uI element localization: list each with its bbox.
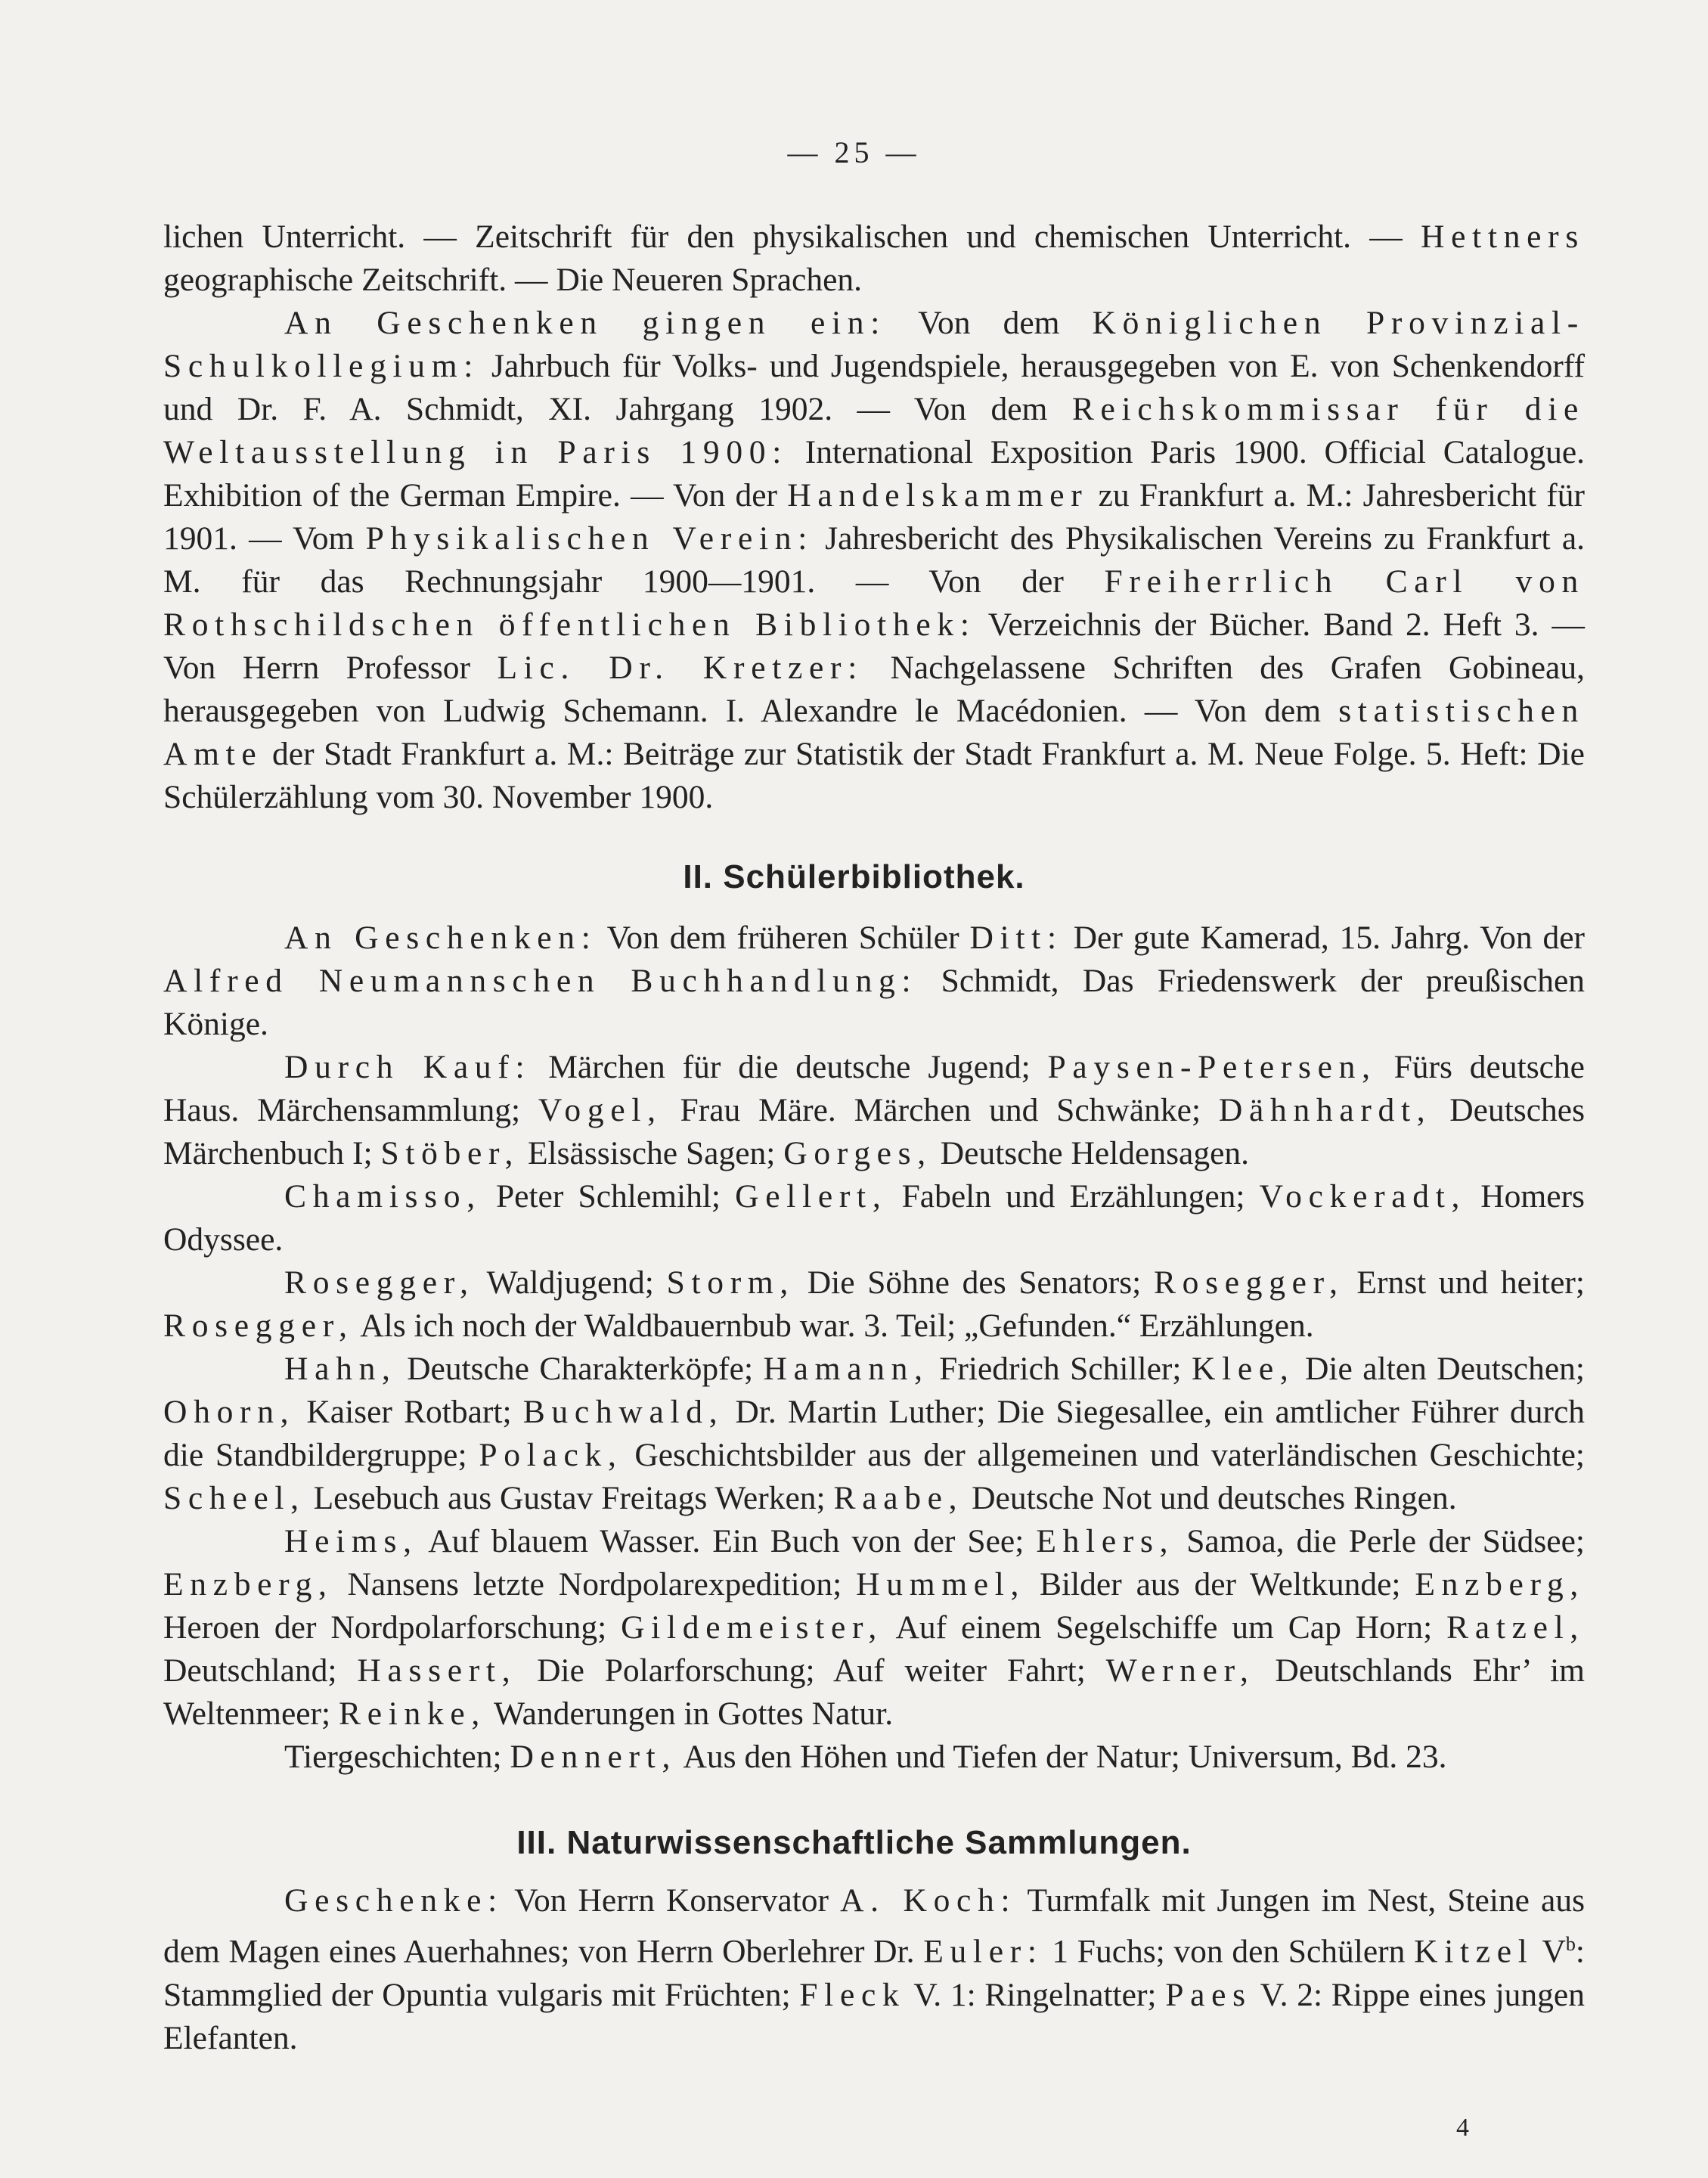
text-run: Turmfalk mit Jungen im Nest, Steine aus dem Magen eines Auerhahnes; von Herrn Oberlehrer Dr. bbox=[163, 1882, 1585, 1970]
text-run: Deutsche Charakterköpfe; bbox=[396, 1351, 764, 1387]
spaced-name: Raabe, bbox=[833, 1480, 964, 1516]
text-run: Die alten Deutschen; bbox=[1294, 1351, 1585, 1387]
spaced-name: Ohorn, bbox=[163, 1394, 296, 1430]
spaced-name: Gorges, bbox=[783, 1135, 932, 1171]
text-run: Dr. Martin Luther; Die Siegesallee, ein amtlicher Führer durch die Standbildergruppe; bbox=[163, 1394, 1586, 1473]
spaced-name: Handelskammer bbox=[787, 477, 1089, 513]
text-run: Waldjugend; bbox=[474, 1264, 667, 1301]
spaced-name: Rosegger, bbox=[163, 1308, 354, 1344]
text-run: Deutsches Märchenbuch I; bbox=[163, 1092, 1586, 1171]
text-run: der Stadt Frankfurt a. M.: Beiträge zur Statistik der Stadt Frankfurt a. M. Neue Folge. 5. Heft: Die Schülerzählung vom 30. November 1900. bbox=[163, 736, 1585, 815]
section-2-text bbox=[163, 917, 1585, 1779]
text-run: Die Söhne des Senators; bbox=[795, 1264, 1154, 1301]
spaced-name: Fleck bbox=[799, 1976, 906, 2013]
text-run: zu Frankfurt a. M.: Jahresbericht für 1901. — Vom bbox=[163, 477, 1586, 557]
text-run: Von dem früheren Schüler bbox=[597, 920, 970, 956]
spaced-name: Hassert, bbox=[357, 1652, 517, 1689]
text-run: Auf einem Segelschiffe um Cap Horn; bbox=[882, 1609, 1447, 1646]
paragraph-donations bbox=[163, 302, 1585, 819]
spaced-name: Paes bbox=[1165, 1976, 1252, 2013]
spaced-name: Hummel, bbox=[856, 1566, 1026, 1602]
text-run: Lesebuch aus Gustav Freitags Werken; bbox=[305, 1480, 834, 1516]
spaced-name: Gellert, bbox=[735, 1178, 888, 1215]
spaced-name: Ratzel, bbox=[1446, 1609, 1585, 1646]
spaced-name: Königlichen Provinzial-Schulkollegium: bbox=[163, 305, 1585, 384]
spaced-name: Vockeradt, bbox=[1259, 1178, 1467, 1215]
text-run: V. 2: Rippe eines jungen Elefanten. bbox=[163, 1976, 1585, 2056]
text-run: Peter Schlemihl; bbox=[481, 1178, 736, 1215]
text-run: Verzeichnis der Bücher. Band 2. Heft 3. — Von Herrn Professor bbox=[163, 607, 1585, 686]
text-run: Von Herrn Konservator bbox=[503, 1882, 841, 1919]
spaced-name: Heims, bbox=[284, 1523, 418, 1559]
spaced-name: An Geschenken gingen ein: bbox=[284, 305, 886, 341]
spaced-name: Hahn, bbox=[284, 1351, 397, 1387]
text-run: lichen Unterricht. — Zeitschrift für den physikalischen und chemischen Unterricht. — bbox=[163, 219, 1421, 255]
spaced-name: Klee, bbox=[1192, 1351, 1295, 1387]
spaced-name: Vogel, bbox=[538, 1092, 662, 1128]
text-run: Jahresbericht des Physikalischen Vereins zu Frankfurt a. M. für das Rechnungsjahr 1900—1901. — Von der bbox=[163, 520, 1585, 600]
paragraph-chamisso bbox=[163, 1175, 1585, 1261]
spaced-name: Durch Kauf: bbox=[284, 1049, 532, 1085]
spaced-name: Chamisso, bbox=[284, 1178, 482, 1215]
text-run: Fabeln und Erzählungen; bbox=[887, 1178, 1260, 1215]
text-run: Fürs deutsche Haus. Märchensammlung; bbox=[163, 1049, 1585, 1128]
spaced-name: statistischen Amte bbox=[163, 693, 1585, 772]
text-run: Auf blauem Wasser. Ein Buch von der See; bbox=[417, 1523, 1037, 1559]
spaced-name: Werner, bbox=[1105, 1652, 1255, 1689]
spaced-name: Ehlers, bbox=[1036, 1523, 1175, 1559]
text-run: Wanderungen in Gottes Natur. bbox=[486, 1696, 894, 1732]
spaced-name: A. Koch: bbox=[840, 1882, 1017, 1919]
paragraph-heims bbox=[163, 1520, 1585, 1736]
text-run: Jahrbuch für Volks- und Jugendspiele, herausgegeben von E. von Schenkendorff und Dr. F. A. Schmidt, XI. Jahrgang 1902. — Von dem bbox=[163, 348, 1585, 427]
spaced-name: Enzberg, bbox=[163, 1566, 333, 1602]
spaced-name: Enzberg, bbox=[1415, 1566, 1585, 1602]
text-run: V. 1: Ringelnatter; bbox=[905, 1976, 1166, 2013]
text-run: geographische Zeitschrift. — Die Neueren Sprachen. bbox=[163, 262, 863, 298]
spaced-name: Dähnhardt, bbox=[1218, 1092, 1432, 1128]
text-run: Aus den Höhen und Tiefen der Natur; Universum, Bd. 23. bbox=[677, 1739, 1447, 1775]
spaced-name: Freiherrlich Carl von Rothschildschen öffentlichen Bibliothek: bbox=[163, 563, 1585, 643]
paragraph-hahn bbox=[163, 1348, 1585, 1520]
text-run: Deutschlands Ehr’ im Weltenmeer; bbox=[163, 1652, 1586, 1732]
text-run: Heroen der Nordpolarforschung; bbox=[163, 1609, 622, 1646]
spaced-name: An Geschenken: bbox=[284, 920, 597, 956]
heading-naturwissenschaftliche-sammlungen: III. Naturwissenschaftliche Sammlungen. bbox=[516, 1824, 1192, 1861]
text-run: Geschichtsbilder aus der allgemeinen und vaterländischen Geschichte; bbox=[622, 1437, 1585, 1473]
paragraph-rosegger bbox=[163, 1261, 1585, 1348]
text-run: Märchen für die deutsche Jugend; bbox=[531, 1049, 1048, 1085]
paragraph-purchases bbox=[163, 1046, 1585, 1175]
spaced-name: Rosegger, bbox=[284, 1264, 475, 1301]
signature-mark: 4 bbox=[1456, 2114, 1469, 2142]
paragraph-tiergeschichten bbox=[163, 1736, 1585, 1779]
text-run: Von dem bbox=[885, 305, 1093, 341]
text-run: Als ich noch der Waldbauernbub war. 3. Teil; „Gefunden.“ Erzählungen. bbox=[353, 1308, 1314, 1344]
spaced-name: Dennert, bbox=[510, 1739, 677, 1775]
spaced-name: Physikalischen Verein: bbox=[365, 520, 814, 557]
text-run: Nachgelassene Schriften des Grafen Gobineau, herausgegeben von Ludwig Schemann. I. Alexandre le Macédonien. — Von dem bbox=[163, 650, 1585, 729]
spaced-name: Hamann, bbox=[763, 1351, 929, 1387]
paragraph-gifts bbox=[163, 917, 1585, 1046]
page-number: — 25 — bbox=[787, 135, 921, 169]
text-run: Deutschland; bbox=[163, 1652, 358, 1689]
text-run: V bbox=[1533, 1933, 1566, 1970]
spaced-name: Gildemeister, bbox=[621, 1609, 883, 1646]
spaced-name: Polack, bbox=[479, 1437, 623, 1473]
spaced-name: Buchwald, bbox=[522, 1394, 724, 1430]
text-run: Homers Odyssee. bbox=[163, 1178, 1585, 1258]
spaced-name: Kitzel bbox=[1414, 1933, 1534, 1970]
spaced-name: Stöber, bbox=[380, 1135, 520, 1171]
text-run: Frau Märe. Märchen und Schwänke; bbox=[662, 1092, 1219, 1128]
spaced-name: Lic. Dr. Kretzer: bbox=[497, 650, 863, 686]
text-run: Bilder aus der Weltkunde; bbox=[1025, 1566, 1415, 1602]
text-run: Friedrich Schiller; bbox=[928, 1351, 1192, 1387]
section-3-text bbox=[163, 1879, 1585, 2060]
text-run: Samoa, die Perle der Südsee; bbox=[1174, 1523, 1586, 1559]
section-1-text bbox=[163, 216, 1585, 819]
superscript: b bbox=[1565, 1933, 1576, 1955]
text-run: Die Polarforschung; Auf weiter Fahrt; bbox=[516, 1652, 1106, 1689]
text-run: Nansens letzte Nordpolarexpedition; bbox=[333, 1566, 857, 1602]
spaced-name: Scheel, bbox=[163, 1480, 305, 1516]
spaced-name: Alfred Neumannschen Buchhandlung: bbox=[163, 963, 918, 999]
spaced-name: Reichskommissar für die Weltausstellung in Paris 1900: bbox=[163, 391, 1585, 470]
spaced-name: Hettners bbox=[1421, 219, 1585, 255]
text-run: : Stammglied der Opuntia vulgaris mit Früchten; bbox=[163, 1933, 1586, 2013]
spaced-name: Reinke, bbox=[339, 1696, 487, 1732]
paragraph-geschenke bbox=[163, 1879, 1585, 2060]
spaced-name: Paysen-Petersen, bbox=[1047, 1049, 1377, 1085]
text-run: Kaiser Rotbart; bbox=[295, 1394, 523, 1430]
spaced-name: Rosegger, bbox=[1153, 1264, 1344, 1301]
spaced-name: Ditt: bbox=[969, 920, 1063, 956]
text-run: 1 Fuchs; von den Schülern bbox=[1043, 1933, 1415, 1970]
text-run: Schmidt, Das Friedenswerk der preußischen Könige. bbox=[163, 963, 1586, 1042]
text-run: Elsässische Sagen; bbox=[519, 1135, 784, 1171]
spaced-name: Geschenke: bbox=[284, 1882, 504, 1919]
text-run: Ernst und heiter; bbox=[1344, 1264, 1585, 1301]
paragraph-journals bbox=[163, 216, 1585, 302]
spaced-name: Storm, bbox=[666, 1264, 795, 1301]
text-run: Deutsche Not und deutsches Ringen. bbox=[963, 1480, 1457, 1516]
text-run: Deutsche Heldensagen. bbox=[931, 1135, 1250, 1171]
text-run: Der gute Kamerad, 15. Jahrg. Von der bbox=[1062, 920, 1585, 956]
spaced-name: Euler: bbox=[923, 1933, 1043, 1970]
text-run: International Exposition Paris 1900. Official Catalogue. Exhibition of the German Empire. — Von der bbox=[163, 434, 1586, 513]
heading-schuelerbibliothek: II. Schülerbibliothek. bbox=[683, 858, 1025, 895]
text-run: Tiergeschichten; bbox=[284, 1739, 510, 1775]
